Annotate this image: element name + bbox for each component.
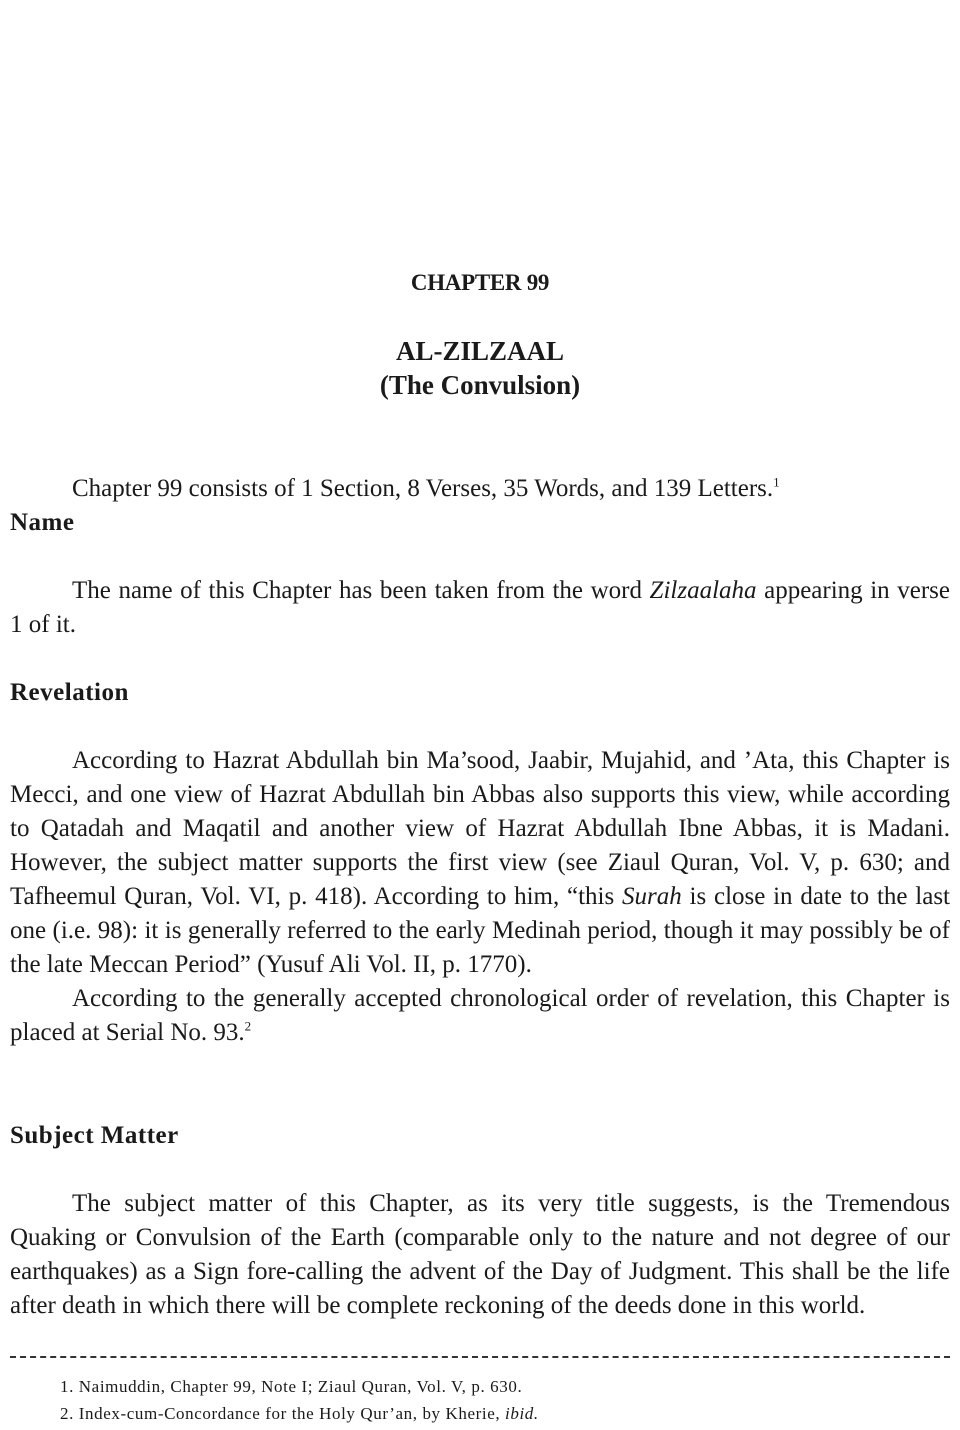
footnotes	[60, 1373, 940, 1427]
chapter-subtitle: (The Convulsion)	[379, 370, 581, 400]
name-text-1: The name of this Chapter has been taken from the word	[72, 577, 650, 604]
footnote-2	[60, 1400, 940, 1427]
chapter-title: AL-ZILZAAL	[395, 336, 565, 366]
revelation-text-1: According to Hazrat Abdullah bin Ma’sood, Jaabir, Mujahid, and ’Ata, this Chapter is Mecci, and one view of Hazrat Abdullah bin Abbas also supports this view, while according to Qatadah and Maqatil and another view of Hazrat Abdullah Ibne Abbas, it is Madani. However, the subject matter supports the first view (see Ziaul Quran, Vol. V, p. 630; and Tafheemul Quran, Vol. VI, p. 418). According to him, “this	[10, 747, 950, 910]
footnote-divider	[10, 1356, 950, 1358]
revelation-heading: Revelation	[10, 679, 129, 706]
revelation-paragraph-2	[10, 982, 950, 1050]
name-text-2: appearing in verse 1 of it.	[10, 577, 950, 638]
subject-heading: Subject Matter	[10, 1122, 179, 1149]
revelation-paragraph-1	[10, 744, 950, 982]
subject-body	[10, 1187, 950, 1323]
name-italic-word: Zilzaalaha	[649, 577, 757, 604]
name-heading: Name	[10, 509, 75, 536]
intro-text: Chapter 99 consists of 1 Section, 8 Verses, 35 Words, and 139 Letters.	[72, 475, 774, 502]
footnote-ref-1: 1	[773, 474, 780, 490]
footnote-1: 1. Naimuddin, Chapter 99, Note I; Ziaul Quran, Vol. V, p. 630.	[60, 1377, 523, 1396]
chapter-title-block	[0, 334, 960, 402]
subject-paragraph: The subject matter of this Chapter, as its very title suggests, is the Tremendous Quaking or Convulsion of the Earth (comparable only to the nature and not degree of our earthquakes) as a Sign fore-calling the advent of the Day of Judgment. This shall be the life after death in which there will be complete reckoning of the deeds done in this world.	[10, 1190, 950, 1319]
revelation-section	[10, 676, 950, 710]
revelation-body	[10, 744, 950, 1050]
intro-block	[10, 472, 950, 540]
subject-section	[10, 1119, 950, 1153]
name-section	[10, 574, 950, 642]
revelation-text-2: is close in date to the last one (i.e. 98): it is generally referred to the early Medinah period, though it may possibly be of the late Meccan Period” (Yusuf Ali Vol. II, p. 1770).	[10, 883, 950, 978]
footnote-ref-2: 2	[244, 1018, 252, 1034]
name-paragraph	[10, 574, 950, 642]
revelation-text-3: According to the generally accepted chronological order of revelation, this Chapter is placed at Serial No. 93.	[10, 985, 950, 1046]
intro-paragraph	[10, 472, 950, 506]
revelation-italic-word: Surah	[622, 883, 682, 910]
footnote-2-italic: ibid.	[505, 1404, 539, 1423]
footnote-2-text: 2. Index-cum-Concordance for the Holy Qur’an, by Kherie,	[60, 1404, 506, 1423]
chapter-number: CHAPTER 99	[410, 270, 550, 295]
document-page	[10, 0, 950, 1430]
